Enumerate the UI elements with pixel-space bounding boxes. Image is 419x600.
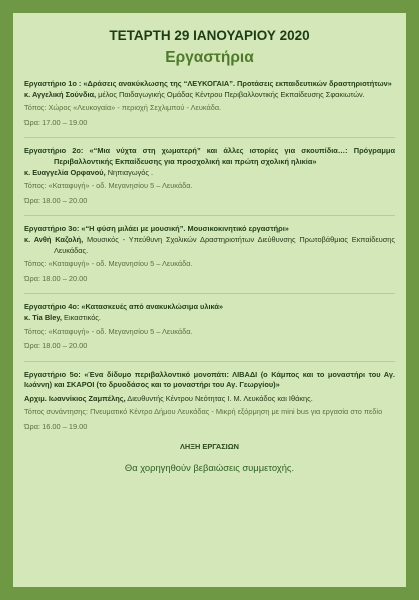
workshop-heading <box>24 146 395 167</box>
workshop-5 <box>24 370 395 433</box>
workshop-3 <box>24 224 395 284</box>
workshop-time: Ώρα: 18.00 – 20.00 <box>24 341 88 351</box>
workshop-time: Ώρα: 18.00 – 20.00 <box>24 273 88 283</box>
workshop-title: «Κατασκευές από ανακυκλώσιμα υλικά» <box>81 302 224 312</box>
workshop-1 <box>24 79 395 128</box>
workshop-person <box>24 235 395 256</box>
workshop-time: Ώρα: 17.00 – 19.00 <box>24 117 88 127</box>
workshop-person <box>24 394 395 405</box>
person-name: Αρχιμ. Ιωαννίκιος Ζαμπέλης, <box>24 393 126 403</box>
person-name: κ. Tia Bley, <box>24 312 62 322</box>
workshop-place: Τόπος: «Καταφυγή» - οδ. Μεγανησίου 5 – Λευκάδα. <box>24 259 193 269</box>
workshop-title: «“Η φύση μιλάει με μουσική”. Μουσικοκινητικό εργαστήρι» <box>81 224 289 234</box>
certificate-note: Θα χορηγηθούν βεβαιώσεις συμμετοχής. <box>124 461 295 473</box>
workshop-person <box>24 313 395 324</box>
divider <box>24 361 395 362</box>
page-subtitle: Εργαστήρια <box>165 49 254 66</box>
divider <box>24 215 395 216</box>
program-page <box>13 13 406 587</box>
end-of-workshops: ΛΗΞΗ ΕΡΓΑΣΙΩΝ <box>180 441 239 451</box>
workshop-heading <box>24 224 395 235</box>
divider <box>24 293 395 294</box>
workshop-4 <box>24 302 395 351</box>
workshop-label: Εργαστήριο 5ο: <box>24 369 81 379</box>
person-description: Εικαστικός. <box>64 312 101 322</box>
workshop-label: Εργαστήριο 2ο: <box>24 146 84 156</box>
workshop-time: Ώρα: 18.00 – 20.00 <box>24 195 88 205</box>
workshop-label: Εργαστήριο 1ο : <box>24 79 82 88</box>
workshop-heading <box>24 79 395 90</box>
workshop-title: «“Μια νύχτα στη χωματερή” και άλλες ιστορίες για σκουπίδια…: Πρόγραμμα Περιβαλλοντικής Εκπαίδευσης για προσχολική και πρώτη σχολική ηλικία» <box>54 146 396 166</box>
workshop-place: Τόπος: «Καταφυγή» - οδ. Μεγανησίου 5 – Λευκάδα. <box>24 181 193 191</box>
divider <box>24 137 395 138</box>
person-description: Νηπιαγωγός . <box>107 167 154 177</box>
workshop-heading <box>24 302 395 313</box>
workshop-person <box>24 168 395 179</box>
workshop-label: Εργαστήριο 3ο: <box>24 224 80 234</box>
workshop-place: Τόπος: Χώρος «Λευκογαία» - περιοχή Σεχλιμπού - Λευκάδα. <box>24 103 222 113</box>
person-name: κ. Αγγελική Σούνδια, <box>24 89 97 99</box>
workshop-title: «Δράσεις ανακύκλωσης της “ΛΕΥΚΟΓΑΙΑ”. Προτάσεις εκπαιδευτικών δραστηριοτήτων» <box>83 79 392 88</box>
workshop-time: Ώρα: 16.00 – 19.00 <box>24 422 88 432</box>
person-description: Διευθυντής Κέντρου Νεότητας Ι. Μ. Λευκάδος και Ιθάκης. <box>127 393 313 403</box>
workshop-2 <box>24 146 395 206</box>
person-name: κ. Ευαγγελία Ορφανού, <box>24 167 106 177</box>
page-title: ΤΕΤΑΡΤΗ 29 ΙΑΝΟΥΑΡΙΟΥ 2020 <box>109 28 310 43</box>
person-description: μέλος Παιδαγωγικής Ομάδας Κέντρου Περιβαλλοντικής Εκπαίδευσης Σφακιωτών. <box>98 89 365 99</box>
person-description: Μουσικός - Υπεύθυνη Σχολικών Δραστηριοτήτων Διεύθυνσης Πρωτοβάθμιας Εκπαίδευσης Λευκάδας. <box>54 234 395 255</box>
workshop-title: «Ένα δίδυμο περιβαλλοντικό μονοπάτι: ΛΙΒΑΔΙ (ο Κάμπος και το μοναστήρι του Αγ. Ιωάννη) και ΣΚΑΡΟΙ (το δρυοδάσος και το μοναστήρι του Αγ. Γεωργίου)» <box>24 369 395 390</box>
workshop-place: Τόπος συνάντησης: Πνευματικό Κέντρο Δήμου Λευκάδας - Μικρή εξόρμηση με mini bus για εργασία στο πεδίο <box>24 407 383 417</box>
workshop-label: Εργαστήριο 4ο: <box>24 302 80 312</box>
person-name: κ. Ανθή Καζολή, <box>24 234 84 244</box>
workshop-place: Τόπος: «Καταφυγή» - οδ. Μεγανησίου 5 – Λευκάδα. <box>24 326 193 336</box>
workshop-person <box>24 90 395 101</box>
workshop-heading <box>24 370 395 391</box>
